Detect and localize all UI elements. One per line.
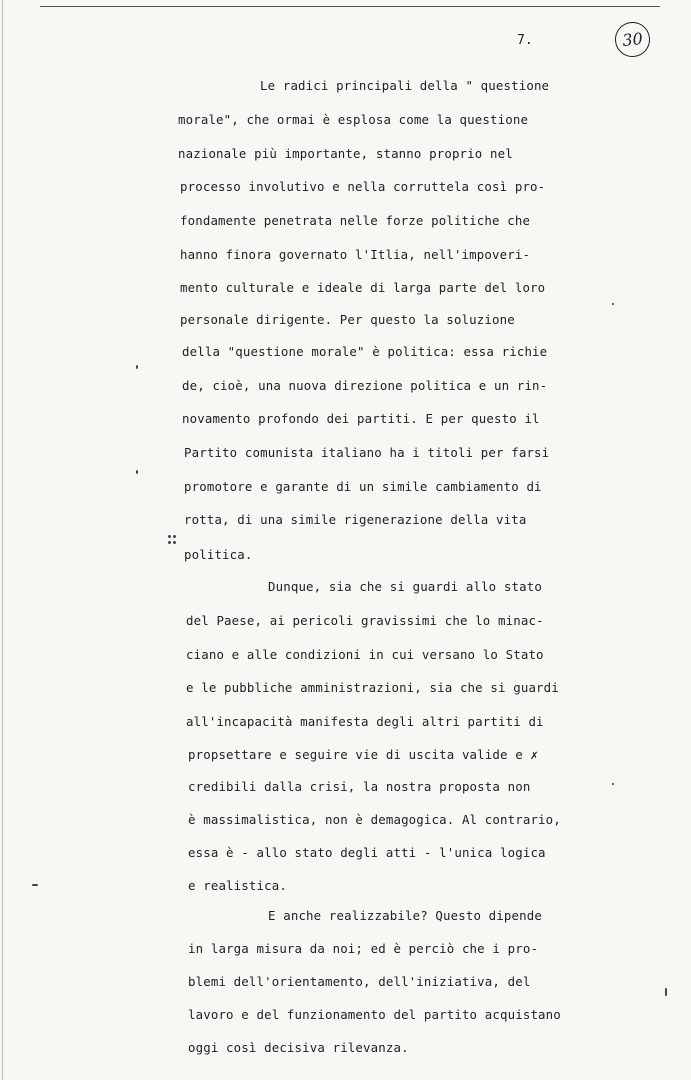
scan-speck <box>665 988 667 996</box>
text-line: Dunque, sia che si guardi allo stato <box>268 579 542 594</box>
text-line: lavoro e del funzionamento del partito acquistano <box>188 1007 561 1022</box>
text-line: de, cioè, una nuova direzione politica e un rin- <box>182 378 548 393</box>
text-line: Le radici principali della " questione <box>260 78 550 93</box>
text-line: nazionale più importante, stanno proprio nel <box>178 146 513 161</box>
text-line: promotore e garante di un simile cambiamento di <box>184 479 542 494</box>
text-line: blemi dell'orientamento, dell'iniziativa, del <box>188 974 531 989</box>
text-line: politica. <box>184 547 253 562</box>
text-line: novamento profondo dei partiti. E per questo il <box>182 411 540 426</box>
scan-speck <box>173 535 176 538</box>
text-line: ciano e alle condizioni in cui versano lo Stato <box>186 647 544 662</box>
text-line: all'incapacità manifesta degli altri partiti di <box>186 714 544 729</box>
scan-speck <box>168 541 171 544</box>
text-line: mento culturale e ideale di larga parte del loro <box>180 280 546 295</box>
page-edge <box>2 0 3 1080</box>
scan-speck <box>173 541 176 544</box>
scan-speck <box>136 470 138 474</box>
text-line: essa è - allo stato degli atti - l'unica logica <box>188 845 546 860</box>
scan-speck <box>612 303 614 305</box>
text-line: fondamente penetrata nelle forze politiche che <box>180 213 531 228</box>
text-line: hanno finora governato l'Itlia, nell'impoveri- <box>180 247 531 262</box>
text-line: oggi così decisiva rilevanza. <box>188 1040 409 1055</box>
text-line: Partito comunista italiano ha i titoli per farsi <box>184 445 550 460</box>
text-line: è massimalistica, non è demagogica. Al contrario, <box>188 812 561 827</box>
text-line: personale dirigente. Per questo la soluzione <box>180 312 515 327</box>
text-line: propsettare e seguire vie di uscita valide e ✗ <box>188 747 539 762</box>
scan-speck <box>136 365 138 369</box>
text-line: della "questione morale" è politica: essa richie <box>182 344 548 359</box>
text-line: e realistica. <box>188 878 287 893</box>
text-line: in larga misura da noi; ed è perciò che i pro- <box>188 941 539 956</box>
top-rule <box>40 6 660 7</box>
text-line: rotta, di una simile rigenerazione della vita <box>184 512 527 527</box>
text-line: E anche realizzabile? Questo dipende <box>268 908 542 923</box>
scan-speck <box>612 783 614 785</box>
text-line: morale", che ormai è esplosa come la questione <box>178 112 529 127</box>
page-number: 7. <box>517 33 533 48</box>
text-line: e le pubbliche amministrazioni, sia che si guardi <box>186 680 559 695</box>
scan-speck <box>168 535 171 538</box>
scan-speck <box>32 884 38 886</box>
archive-stamp: 30 <box>613 20 651 58</box>
text-line: processo involutivo e nella corruttela così pro- <box>180 179 546 194</box>
text-line: credibili dalla crisi, la nostra proposta non <box>188 779 531 794</box>
text-line: del Paese, ai pericoli gravissimi che lo minac- <box>186 613 544 628</box>
